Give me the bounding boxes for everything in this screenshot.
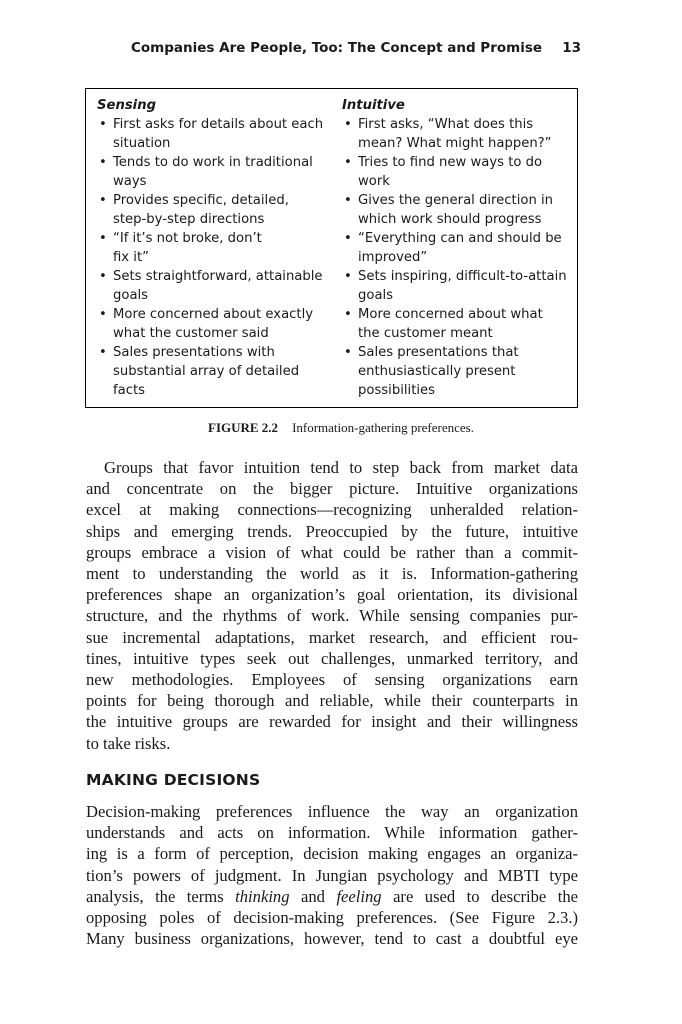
intuitive-list xyxy=(342,115,570,400)
list-item: • Provides specific, detailed, step-by-step directions xyxy=(97,191,332,229)
list-item: • Sales presentations with substantial array of detailed facts xyxy=(97,343,332,400)
page-number: 13 xyxy=(562,40,581,56)
list-item: • Tends to do work in traditional ways xyxy=(97,153,332,191)
figure-label: FIGURE 2.2 xyxy=(208,420,279,435)
sensing-column xyxy=(97,96,332,400)
running-header xyxy=(131,40,581,62)
emphasis-thinking: thinking xyxy=(235,886,290,906)
list-item: • Sales presentations that enthusiastically present possibilities xyxy=(342,343,570,400)
list-item: • Sets straightforward, attainable goals xyxy=(97,267,332,305)
figure-caption-text: Information-gathering preferences. xyxy=(292,420,474,435)
running-title: Companies Are People, Too: The Concept and Promise xyxy=(131,40,543,56)
figure-2-2-table xyxy=(85,88,578,408)
list-item: • More concerned about exactly what the customer said xyxy=(97,305,332,343)
body-paragraph-1: Groups that favor intuition tend to step back from market data and concentrate on the bigger picture. Intuitive organizations excel at making connections—recognizing unheralded relation- ships and emerging trends. Preoccupied by the future, intuitive groups embrace a vision of what could be rather than a commit- ment to understanding the world as it is. Information-gathering preferences shape an organization’s goal orientation, its divisional structure, and the rhythms of work. While sensing companies pur- sue incremental adaptations, market research, and efficient rou- tines, intuitive types seek out challenges, unmarked territory, and new methodologies. Employees of sensing organizations earn points for being thorough and reliable, while their counterparts in the intuitive groups are rewarded for insight and their willingness to take risks. xyxy=(86,458,578,753)
list-item: • “If it’s not broke, don’t fix it” xyxy=(97,229,332,267)
list-item: • More concerned about what the customer meant xyxy=(342,305,570,343)
list-item: • First asks for details about each situation xyxy=(97,115,332,153)
sensing-heading: Sensing xyxy=(97,98,157,113)
list-item: • First asks, “What does this mean? What might happen?” xyxy=(342,115,570,153)
intuitive-column xyxy=(342,96,570,400)
emphasis-feeling: feeling xyxy=(336,886,382,906)
line-with-emphasis: analysis, the terms thinking and feeling are used to describe the xyxy=(86,886,579,906)
list-item: • “Everything can and should be improved” xyxy=(342,229,570,267)
section-heading: MAKING DECISIONS xyxy=(86,771,261,789)
list-item: • Tries to find new ways to do work xyxy=(342,153,570,191)
body-paragraph-2: Decision-making preferences influence the way an organization understands and acts on information. While information gather- ing is a form of perception, decision making engages an organiza- tion’s powers of judgment. In Jungian psychology and MBTI type analysis, the terms thinking and feeling are used to describe the opposing poles of decision-making preferences. (See Figure 2.3.) Many business organizations, however, tend to cast a doubtful eye xyxy=(86,802,579,949)
sensing-list xyxy=(97,115,332,400)
figure-caption xyxy=(0,420,682,436)
list-item: • Sets inspiring, difficult-to-attain goals xyxy=(342,267,570,305)
list-item: • Gives the general direction in which work should progress xyxy=(342,191,570,229)
intuitive-heading: Intuitive xyxy=(342,98,405,113)
